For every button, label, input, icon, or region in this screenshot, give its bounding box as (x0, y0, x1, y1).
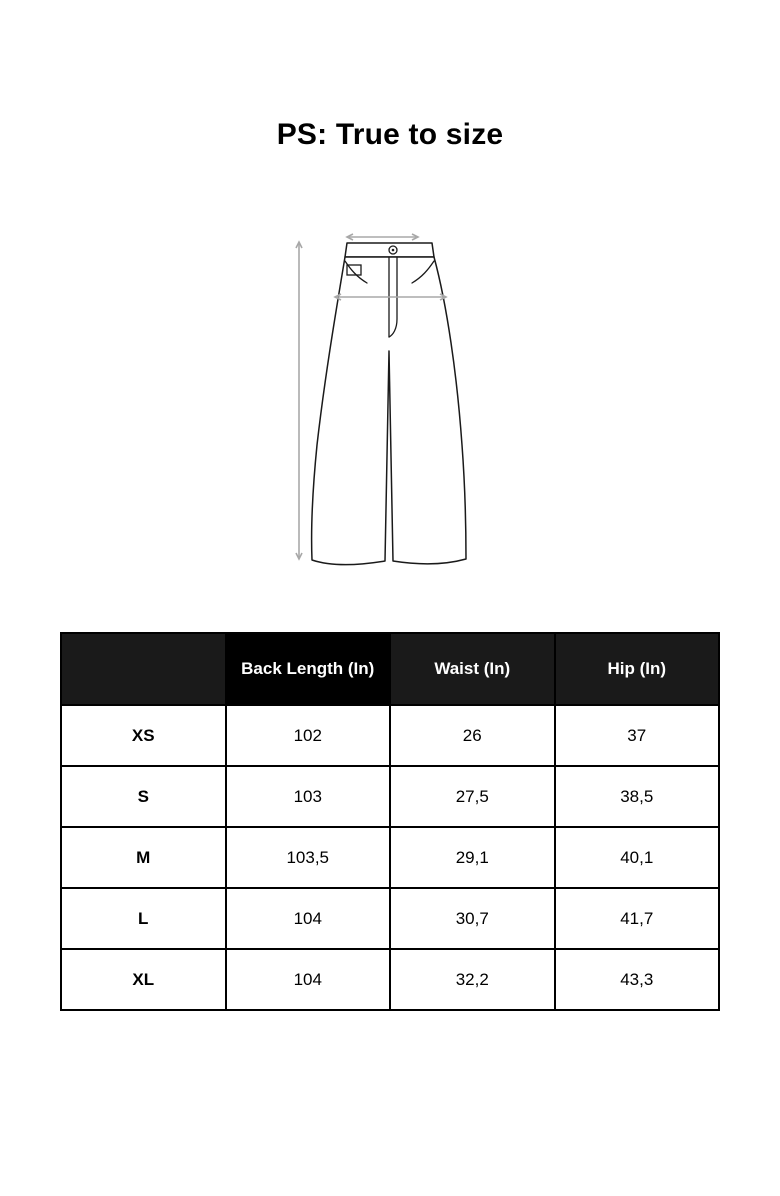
hip-cell: 43,3 (555, 949, 720, 1010)
header-cell-size (61, 633, 226, 705)
table-header-row (61, 633, 719, 705)
size-cell: M (61, 827, 226, 888)
hip-cell: 41,7 (555, 888, 720, 949)
back-length-cell: 104 (226, 888, 391, 949)
page-title: PS: True to size (276, 118, 504, 151)
size-cell: XL (61, 949, 226, 1010)
size-chart-table (60, 632, 720, 1011)
header-cell-back-length: Back Length (In) (226, 633, 391, 705)
waist-measure-line (347, 234, 418, 240)
length-measure-line (296, 242, 302, 559)
hip-cell: 37 (555, 705, 720, 766)
table-row (61, 705, 719, 766)
table-row (61, 827, 719, 888)
table-row (61, 766, 719, 827)
hip-cell: 40,1 (555, 827, 720, 888)
back-length-cell: 103 (226, 766, 391, 827)
back-length-cell: 103,5 (226, 827, 391, 888)
size-cell: L (61, 888, 226, 949)
waist-cell: 32,2 (390, 949, 555, 1010)
waist-cell: 27,5 (390, 766, 555, 827)
header-cell-waist: Waist (In) (390, 633, 555, 705)
hip-cell: 38,5 (555, 766, 720, 827)
pants-measurement-diagram-icon (285, 225, 495, 575)
back-length-cell: 102 (226, 705, 391, 766)
waist-cell: 30,7 (390, 888, 555, 949)
size-cell: S (61, 766, 226, 827)
size-cell: XS (61, 705, 226, 766)
waist-cell: 26 (390, 705, 555, 766)
table-row (61, 949, 719, 1010)
table-row (61, 888, 719, 949)
back-length-cell: 104 (226, 949, 391, 1010)
waist-cell: 29,1 (390, 827, 555, 888)
header-cell-hip: Hip (In) (555, 633, 720, 705)
